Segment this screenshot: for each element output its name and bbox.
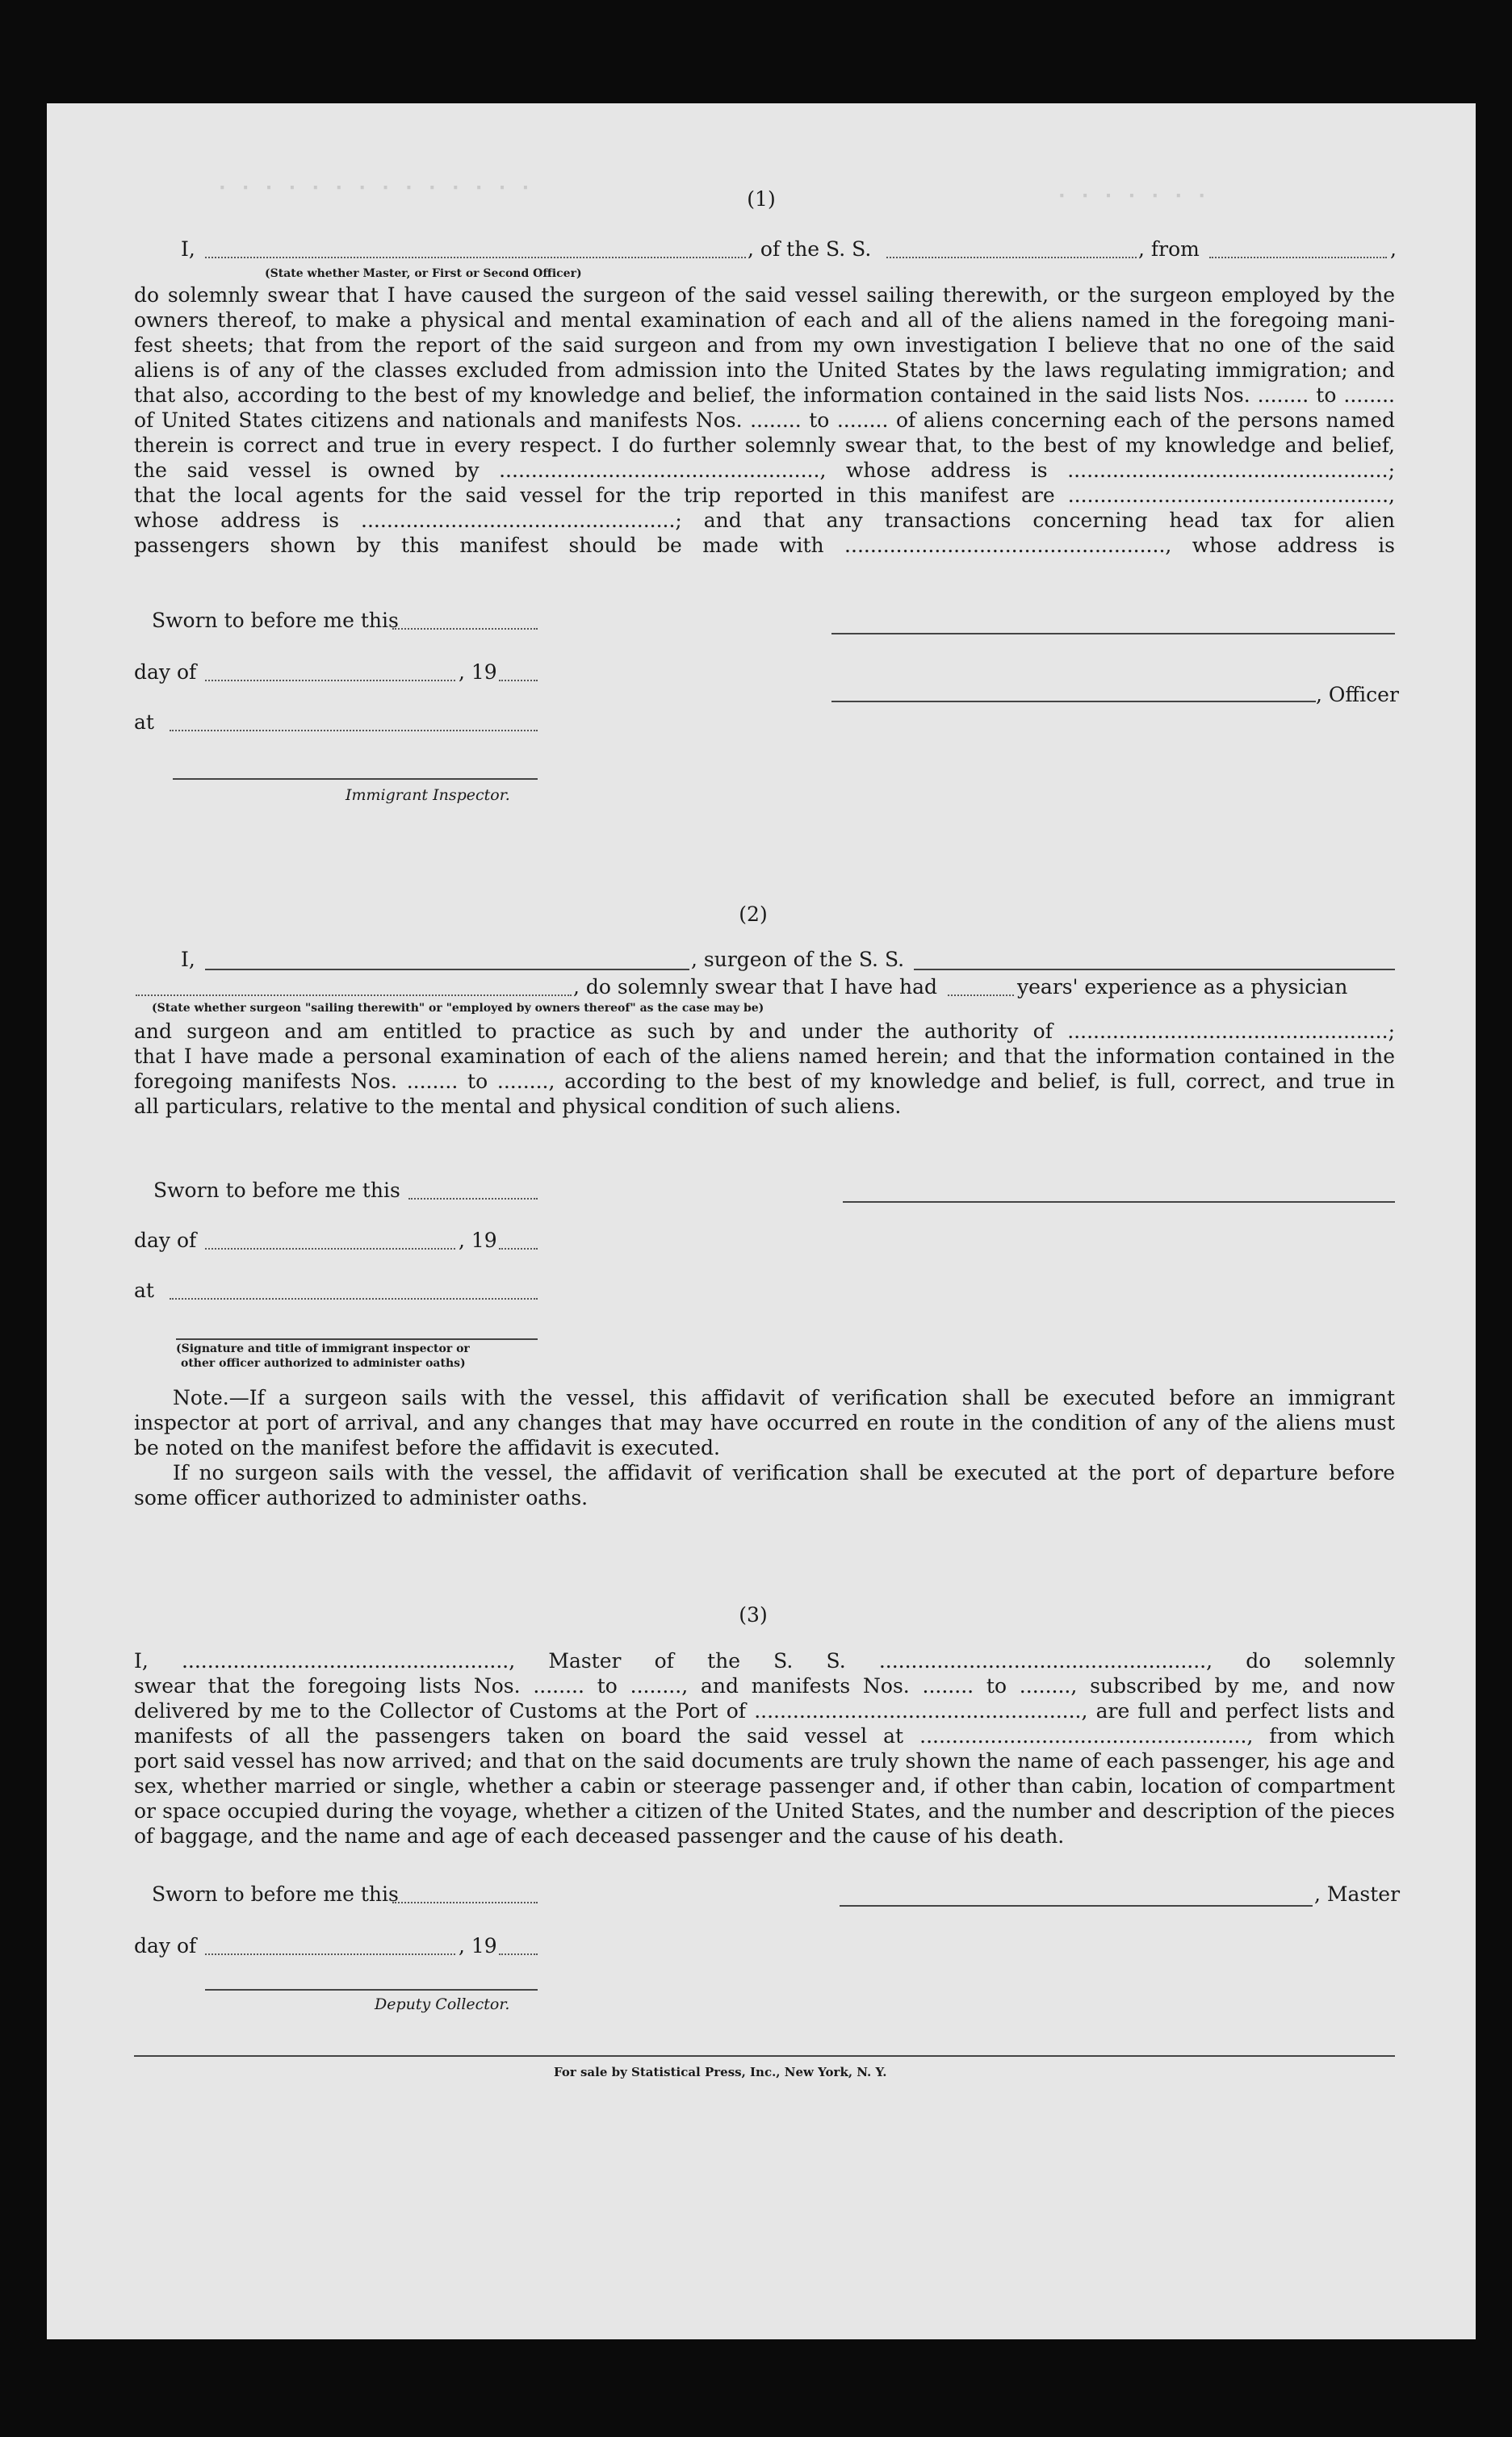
oath-line: fest sheets; that from the report of the said surgeon and from my own investigation I believe that no one of the said <box>134 333 1395 357</box>
oath-line: that the local agents for the said vessel for the trip reported in this manifest are .................................................., <box>134 484 1395 507</box>
oath-line: therein is correct and true in every respect. I do further solemnly swear that, to the best of my knowledge and belief, <box>134 433 1395 457</box>
section-1-note: (State whether Master, or First or Second Officer) <box>265 267 582 280</box>
oath-line: do solemnly swear that I have caused the surgeon of the said vessel sailing therewith, or the surgeon employed by the <box>134 283 1395 307</box>
section-1-i: I, <box>181 237 195 261</box>
note-line: be noted on the manifest before the affidavit is executed. <box>134 1436 720 1459</box>
at-label: at <box>134 1279 154 1302</box>
section-1-from: , from <box>1138 237 1200 261</box>
port-from-field[interactable] <box>1209 257 1387 258</box>
section-2-i: I, <box>181 948 195 971</box>
sworn-date-field[interactable] <box>392 1902 538 1903</box>
year-label: , 19 <box>459 1934 497 1958</box>
printer-imprint: For sale by Statistical Press, Inc., New York, N. Y. <box>554 2065 887 2079</box>
oath-line: passengers shown by this manifest should be made with .................................................., whose address is <box>134 534 1395 557</box>
oath-line: port said vessel has now arrived; and that on the said documents are truly shown the name of each passenger, his age and <box>134 1749 1395 1773</box>
year-label: , 19 <box>459 660 497 684</box>
signature-caption-line-1: (Signature and title of immigrant inspector or <box>176 1342 470 1355</box>
footer-rule <box>134 2055 1395 2057</box>
section-1-number: (1) <box>747 187 776 211</box>
sworn-label: Sworn to before me this <box>152 609 399 632</box>
year-field[interactable] <box>499 1953 538 1955</box>
day-of-label: day of <box>134 660 197 684</box>
year-label: , 19 <box>459 1229 497 1252</box>
bleed-through-mark: · · · · · · · <box>1056 184 1208 207</box>
section-2-years: years' experience as a physician <box>1017 975 1348 999</box>
sworn-date-field[interactable] <box>408 1198 538 1200</box>
surgeon-signature-line[interactable] <box>843 1201 1395 1203</box>
section-1-comma: , <box>1390 237 1397 261</box>
oath-line: foregoing manifests Nos. ........ to ........, according to the best of my knowledge and belief, is full, correct, and true in <box>134 1070 1395 1093</box>
oath-line: aliens is of any of the classes excluded from admission into the United States by the laws regulating immigration; and <box>134 358 1395 382</box>
day-of-field[interactable] <box>205 1953 455 1955</box>
oath-line: manifests of all the passengers taken on board the said vessel at ..................................................., from which <box>134 1724 1395 1748</box>
oath-line: of baggage, and the name and age of each deceased passenger and the cause of his death. <box>134 1824 1065 1848</box>
sworn-label: Sworn to before me this <box>153 1179 400 1202</box>
oath-line: I, ..................................................., Master of the S. S. ..................................................., do solemnly <box>134 1649 1395 1673</box>
section-2-note-text <box>134 1385 1395 1510</box>
sworn-label: Sworn to before me this <box>152 1882 399 1906</box>
immigrant-inspector-caption: Immigrant Inspector. <box>346 786 510 804</box>
master-label: , Master <box>1314 1882 1401 1906</box>
oath-line: owners thereof, to make a physical and mental examination of each and all of the aliens named in the foregoing mani- <box>134 308 1395 332</box>
signature-caption-line-2: other officer authorized to administer oaths) <box>181 1357 466 1370</box>
section-1-of-ss: , of the S. S. <box>748 237 872 261</box>
at-field[interactable] <box>170 730 538 731</box>
officer-signature-line[interactable] <box>831 633 1395 634</box>
year-field[interactable] <box>499 1248 538 1250</box>
inspector-signature-line[interactable] <box>173 778 538 780</box>
section-1-oath-text <box>134 283 1395 558</box>
years-field[interactable] <box>948 994 1014 996</box>
oath-line: the said vessel is owned by .................................................., whose address is ..................................................; <box>134 459 1395 482</box>
at-label: at <box>134 710 154 734</box>
oath-line: or space occupied during the voyage, whether a citizen of the United States, and the number and description of the pieces <box>134 1799 1395 1823</box>
form-page <box>47 103 1476 2339</box>
oath-line: sex, whether married or single, whether a cabin or steerage passenger and, if other than cabin, location of compartment <box>134 1774 1395 1798</box>
day-of-field[interactable] <box>205 1248 455 1250</box>
oath-line: all particulars, relative to the mental and physical condition of such aliens. <box>134 1095 902 1118</box>
master-signature-line[interactable] <box>840 1905 1313 1907</box>
note-line: Note.—If a surgeon sails with the vessel, this affidavit of verification shall be executed before an immigrant <box>173 1386 1395 1409</box>
oath-line: delivered by me to the Collector of Customs at the Port of ..................................................., are full and perfect lists and <box>134 1699 1395 1723</box>
surgeon-name-field[interactable] <box>205 969 689 970</box>
year-field[interactable] <box>499 680 538 681</box>
day-of-field[interactable] <box>205 680 455 681</box>
section-3-number: (3) <box>739 1603 768 1627</box>
deputy-collector-signature-line[interactable] <box>205 1989 538 1991</box>
oath-line: whose address is .................................................; and that any transactions concerning head tax for alien <box>134 509 1395 532</box>
surgeon-vessel-field[interactable] <box>914 969 1395 970</box>
section-3-oath-text <box>134 1648 1395 1849</box>
note-line: some officer authorized to administer oaths. <box>134 1486 588 1510</box>
section-2-number: (2) <box>739 902 768 926</box>
oath-line: that I have made a personal examination of each of the aliens named herein; and that the information contained in the <box>134 1045 1395 1068</box>
note-line: If no surgeon sails with the vessel, the affidavit of verification shall be executed at the port of departure before <box>173 1461 1395 1484</box>
section-2-swear: , do solemnly swear that I have had <box>573 975 938 999</box>
oath-line: swear that the foregoing lists Nos. ........ to ........, and manifests Nos. ........ to ........, subscribed by me, and now <box>134 1674 1395 1698</box>
section-2-note: (State whether surgeon "sailing therewith" or "employed by owners thereof" as the case may be) <box>152 1002 764 1015</box>
sworn-date-field[interactable] <box>392 628 538 630</box>
bleed-through-mark: · · · · · · · · · · · · · · <box>216 176 532 199</box>
note-line: inspector at port of arrival, and any changes that may have occurred en route in the condition of any of the aliens must <box>134 1411 1395 1434</box>
officer-label: , Officer <box>1316 683 1399 706</box>
deputy-collector-caption: Deputy Collector. <box>375 1995 510 2013</box>
day-of-label: day of <box>134 1934 197 1958</box>
section-2-surgeon-of: , surgeon of the S. S. <box>691 948 905 971</box>
oath-line: that also, according to the best of my knowledge and belief, the information contained in the said lists Nos. ........ to ........ <box>134 383 1395 407</box>
vessel-name-field[interactable] <box>886 257 1137 258</box>
section-2-oath-text <box>134 1019 1395 1119</box>
oath-line: and surgeon and am entitled to practice as such by and under the authority of ..................................................; <box>134 1020 1395 1043</box>
master-name-field[interactable] <box>205 257 746 258</box>
day-of-label: day of <box>134 1229 197 1252</box>
officer-name-line[interactable] <box>831 701 1316 702</box>
at-field[interactable] <box>170 1298 538 1300</box>
oath-line: of United States citizens and nationals and manifests Nos. ........ to ........ of aliens concerning each of the persons named <box>134 408 1395 432</box>
